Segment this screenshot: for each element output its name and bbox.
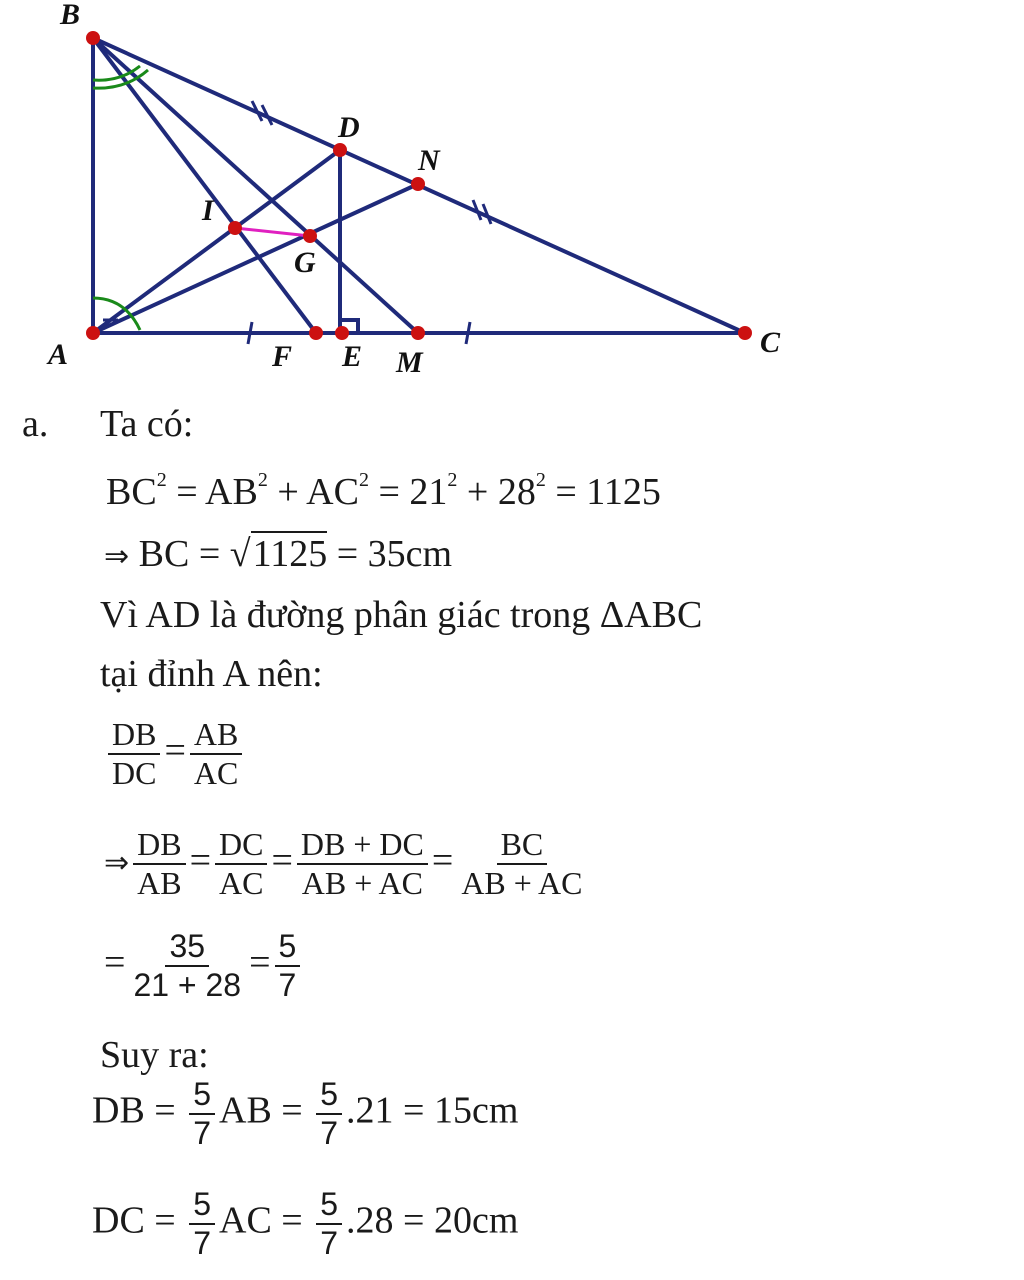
label-c: C bbox=[760, 326, 781, 359]
conclusion-text: Suy ra: bbox=[100, 1034, 209, 1076]
label-e: E bbox=[342, 340, 363, 373]
exponent: 2 bbox=[535, 469, 546, 491]
fraction: $\frac{5}{7}$ bbox=[189, 1076, 215, 1152]
fraction: $\frac{DB}{DC}$ bbox=[108, 716, 160, 792]
equals: = bbox=[271, 839, 293, 882]
fraction: $\frac{BC}{AB + AC}$ bbox=[461, 826, 583, 901]
equals: = bbox=[164, 729, 186, 772]
eq-part: AB = bbox=[219, 1089, 313, 1132]
eq-part: BC = bbox=[129, 533, 230, 575]
equals: = bbox=[104, 941, 126, 984]
eq-part: .28 = 20cm bbox=[346, 1199, 519, 1242]
eq-part: .21 = 15cm bbox=[346, 1089, 519, 1132]
eq-part: BC bbox=[106, 471, 157, 513]
ratio-equation-2 bbox=[104, 826, 591, 902]
bisector-sentence-2: tại đỉnh A nên: bbox=[100, 653, 323, 695]
equals: = bbox=[249, 941, 271, 984]
angle-marks bbox=[93, 66, 148, 330]
points bbox=[86, 31, 752, 340]
triangle-figure bbox=[0, 0, 1024, 390]
fraction: $\frac{5}{7}$ bbox=[316, 1076, 342, 1152]
exponent: 2 bbox=[257, 469, 268, 491]
eq-part: AC = bbox=[219, 1199, 313, 1242]
dc-equation bbox=[92, 1186, 518, 1262]
eq-part: = 1125 bbox=[545, 471, 661, 513]
eq-part: + AC bbox=[267, 471, 359, 513]
ratio-equation-1 bbox=[104, 716, 246, 792]
label-f: F bbox=[272, 340, 293, 373]
segment-ig bbox=[235, 228, 310, 236]
eq-part: DC = bbox=[92, 1199, 186, 1242]
fraction: $\frac{5}{7}$ bbox=[275, 928, 301, 1004]
db-equation bbox=[92, 1076, 518, 1152]
ratio-equation-3 bbox=[104, 928, 304, 1004]
label-g: G bbox=[294, 246, 316, 279]
eq-part: = 35cm bbox=[327, 533, 453, 575]
label-i: I bbox=[202, 194, 214, 227]
bc-squared-equation bbox=[106, 470, 661, 511]
eq-part: DB = bbox=[92, 1089, 186, 1132]
implies-arrow: ⇒ bbox=[104, 539, 130, 574]
fraction: $\frac{DB}{AB}$ bbox=[133, 826, 185, 902]
equals: = bbox=[189, 839, 212, 882]
label-d: D bbox=[338, 111, 360, 144]
intro-text: Ta có: bbox=[100, 403, 194, 445]
exponent: 2 bbox=[156, 469, 167, 491]
fraction: $\frac{AB}{AC}$ bbox=[190, 716, 242, 792]
label-b: B bbox=[60, 0, 81, 31]
fraction: $\frac{DC}{AC}$ bbox=[215, 826, 267, 902]
eq-part: = AB bbox=[166, 471, 258, 513]
fraction: $\frac{DB + DC}{AB + AC}$ bbox=[297, 826, 428, 902]
label-a: A bbox=[48, 338, 69, 371]
exponent: 2 bbox=[358, 469, 369, 491]
part-marker: a. bbox=[22, 403, 49, 445]
equals: = bbox=[431, 839, 454, 882]
sqrt-sign: √ bbox=[229, 533, 251, 575]
radicand: 1125 bbox=[252, 533, 328, 575]
eq-part: = 21 bbox=[368, 471, 448, 513]
fraction: $\frac{5}{7}$ bbox=[316, 1186, 342, 1262]
eq-part: + 28 bbox=[457, 471, 536, 513]
bc-value-equation bbox=[104, 535, 452, 573]
label-n: N bbox=[418, 144, 440, 177]
implies-arrow: ⇒ bbox=[104, 845, 130, 881]
exponent: 2 bbox=[447, 469, 458, 491]
tick-marks bbox=[248, 101, 491, 344]
bisector-sentence-1: Vì AD là đường phân giác trong ΔABC bbox=[100, 594, 703, 636]
fraction: $\frac{5}{7}$ bbox=[189, 1186, 215, 1262]
label-m: M bbox=[396, 346, 423, 379]
fraction: $\frac{35}{21 + 28}$ bbox=[133, 928, 242, 1003]
